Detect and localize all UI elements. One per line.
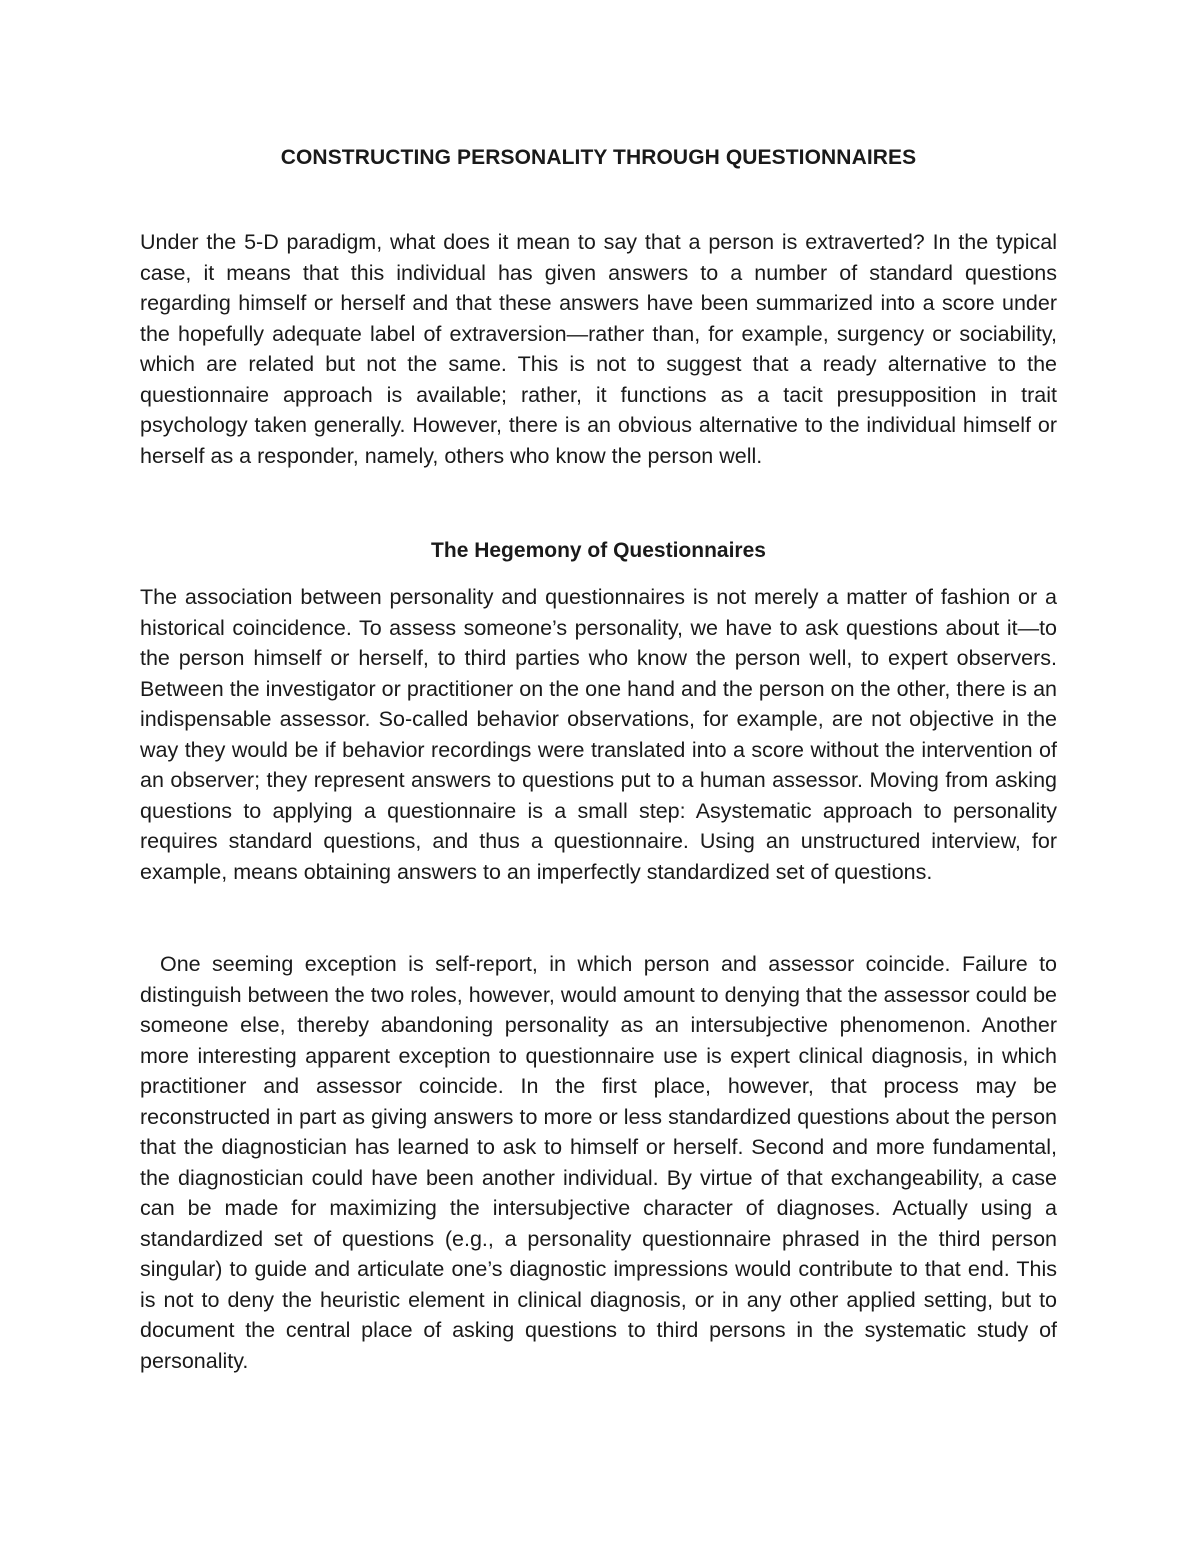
document-title: CONSTRUCTING PERSONALITY THROUGH QUESTIONNAIRES [280,146,917,169]
section-paragraph: One seeming exception is self-report, in which person and assessor coincide. Failure to distinguish between the two roles, however, would amount to denying that the assessor could be someone else, thereby abandoning personality as an intersubjective phenomenon. Another more interesting apparent exception to questionnaire use is expert clinical diagnosis, in which practitioner and assessor coincide. In the first place, however, that process may be reconstructed in part as giving answers to more or less standardized questions about the person that the diagnostician has learned to ask to himself or herself. Second and more fundamental, the diagnostician could have been another individual. By virtue of that exchangeability, a case can be made for maximizing the intersubjective character of diagnoses. Actually using a standardized set of questions (e.g., a personality questionnaire phrased in the third person singular) to guide and articulate one’s diagnostic impressions would contribute to that end. This is not to deny the heuristic element in clinical diagnosis, or in any other applied setting, but to document the central place of asking questions to third persons in the systematic study of personality. [140,952,1057,1373]
intro-paragraph: Under the 5-D paradigm, what does it mean to say that a person is extraverted? In the typical case, it means that this individual has given answers to a number of standard questions regarding himself or herself and that these answers have been summarized into a score under the hopefully adequate label of extraversion—rather than, for example, surgency or sociability, which are related but not the same. This is not to suggest that a ready alternative to the questionnaire approach is available; rather, it functions as a tacit presupposition in trait psychology taken generally. However, there is an obvious alternative to the individual himself or herself as a responder, namely, others who know the person well. [140,230,1057,468]
section-heading: The Hegemony of Questionnaires [431,539,766,562]
section-paragraph: The association between personality and questionnaires is not merely a matter of fashion or a historical coincidence. To assess someone’s personality, we have to ask questions about it—to the person himself or herself, to third parties who know the person well, to expert observers. Between the investigator or practitioner on the one hand and the person on the other, there is an indispensable assessor. So-called behavior observations, for example, are not objective in the way they would be if behavior recordings were translated into a score without the intervention of an observer; they represent answers to questions put to a human assessor. Moving from asking questions to applying a questionnaire is a small step: Asystematic approach to personality requires standard questions, and thus a questionnaire. Using an unstructured interview, for example, means obtaining answers to an imperfectly standardized set of questions. [140,585,1057,884]
